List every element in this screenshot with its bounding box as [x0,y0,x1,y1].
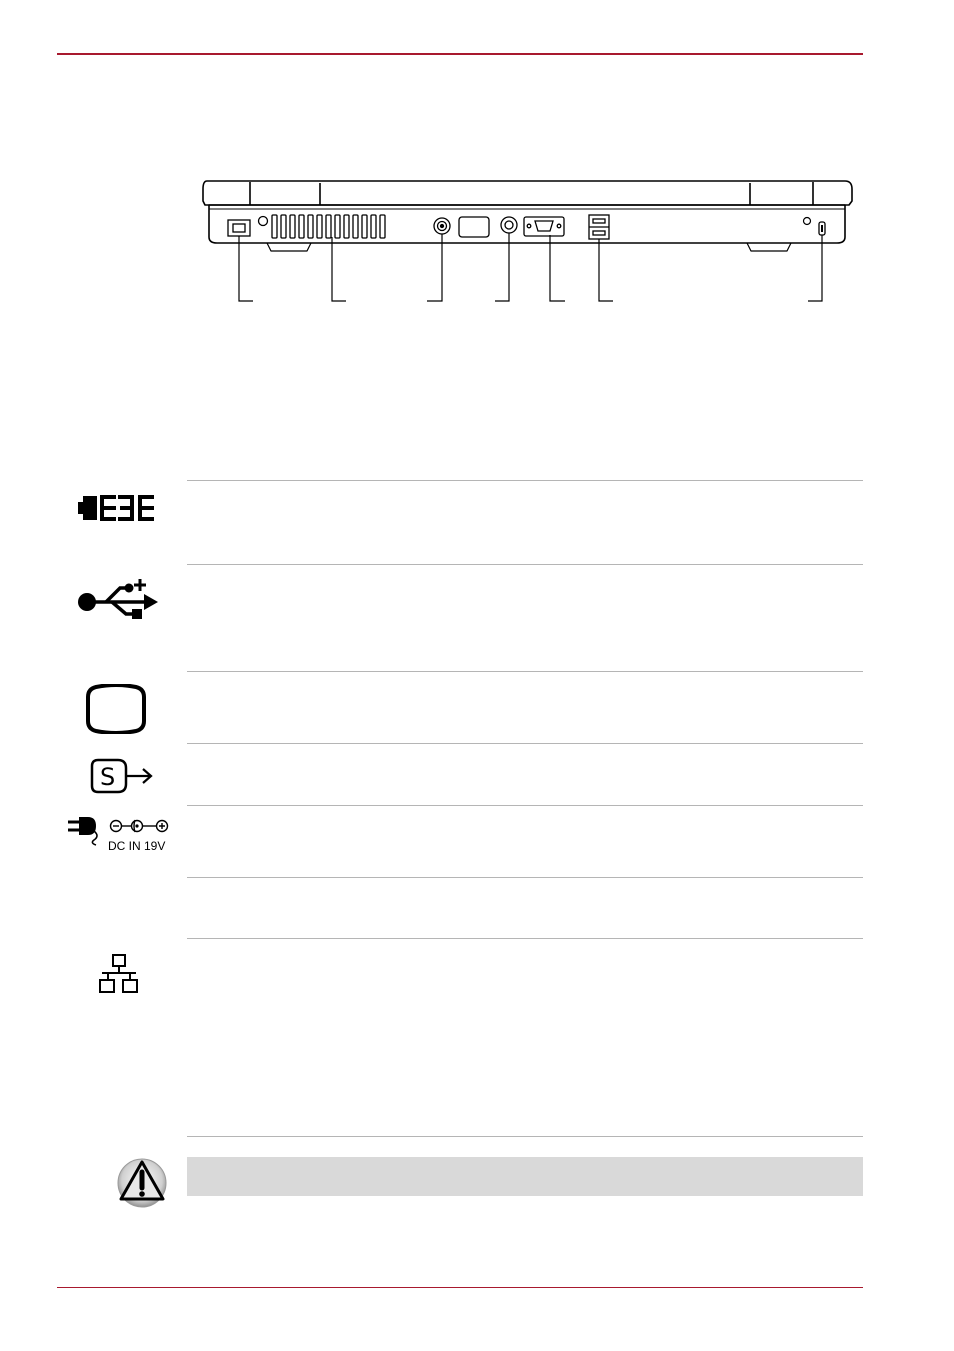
fan-vent [272,215,385,238]
dc-in-icon [64,814,176,856]
table-rule [187,743,863,744]
header-rule [57,53,863,55]
security-lock-slot [819,222,825,235]
table-rule [187,671,863,672]
table-rule [187,1136,863,1137]
lan-port [228,217,268,237]
blank-panel [459,217,489,237]
table-rule [187,877,863,878]
footer-rule [57,1287,863,1288]
table-rule [187,805,863,806]
dc-in-label: DC IN 19V [108,839,166,853]
table-rule [187,938,863,939]
laptop-back-illustration [195,175,860,310]
monitor-port [524,217,564,236]
svg-text:S: S [100,763,116,791]
table-rule [187,564,863,565]
caution-icon [116,1156,168,1210]
i-link-port-icon [76,492,158,524]
usb-ports [589,215,609,239]
caution-bar [187,1157,863,1196]
table-rule [187,480,863,481]
dc-in-jack [434,218,450,234]
lan-icon [96,953,144,997]
s-video-port [501,217,517,233]
s-video-out-icon [88,756,158,796]
screw [804,218,811,225]
external-monitor-icon [86,684,148,734]
usb-icon [76,576,162,624]
